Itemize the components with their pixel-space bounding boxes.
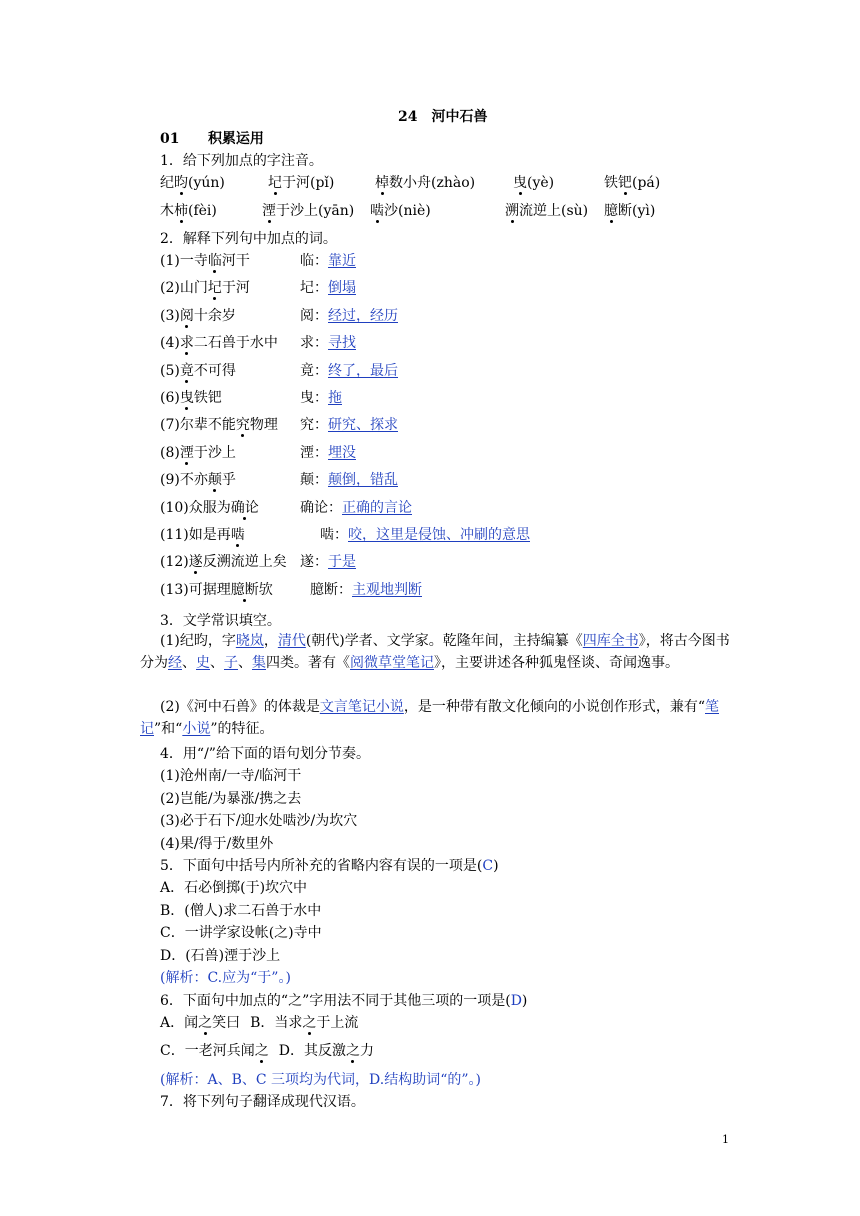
- q2-answer: 于是: [328, 554, 356, 571]
- q1-term-post: (yè): [527, 175, 555, 191]
- q2-item: [160, 553, 287, 571]
- q3-p2-text: ”和“: [154, 721, 183, 737]
- q2-key: 遂：: [300, 554, 328, 571]
- q2-key: 臆断：: [310, 581, 352, 598]
- q2-key: 确论：: [300, 499, 342, 516]
- q6-option-dotted: 之: [198, 1015, 213, 1031]
- q6-prompt: [160, 992, 527, 1010]
- q3-p2-answer: 文言笔记小说: [319, 699, 404, 715]
- q3-p1-answer: 清代: [277, 633, 306, 649]
- q2-sentence-post: 反溯流逆上矣: [202, 554, 287, 571]
- q1-term-dotted: 啮: [370, 203, 384, 219]
- q1-term: [160, 174, 225, 192]
- q6-option-dotted: 之: [345, 1043, 360, 1059]
- q2-sentence-pre: (8): [160, 444, 180, 461]
- section-number: 01: [160, 131, 180, 147]
- q4-line: (3)必于石下/迎水处啮沙/为坎穴: [160, 813, 358, 829]
- q1-term-post: 于沙上(yān): [276, 203, 355, 219]
- q2-answer: 咬，这里是侵蚀、冲刷的意思: [348, 527, 530, 543]
- q2-answer: 主观地判断: [352, 581, 422, 598]
- q2-sentence-post: 于河: [221, 280, 250, 297]
- q3-p1-answer: 晓岚: [235, 633, 264, 649]
- q1-term: [262, 202, 354, 220]
- q1-term: [604, 202, 655, 220]
- q2-answer-line: [300, 252, 356, 270]
- q2-item: [160, 279, 250, 297]
- q1-term-pre: 木: [160, 203, 174, 219]
- q2-item: [160, 389, 222, 407]
- q2-sentence-pre: (6): [160, 390, 180, 406]
- q3-p1-text: (1)纪昀，字: [160, 633, 236, 649]
- q2-sentence-pre: (13)可据理: [160, 581, 231, 598]
- q2-answer: 终了，最后: [328, 362, 398, 379]
- page-title: [398, 108, 487, 126]
- q6-option-pre: D．其反激: [278, 1043, 346, 1059]
- q2-sentence-dotted: 究: [235, 417, 250, 434]
- q1-term-pre: 纪: [160, 175, 174, 191]
- q2-sentence-post: 不可得: [193, 362, 236, 379]
- q1-term: [370, 202, 431, 220]
- q1-term: [268, 174, 334, 192]
- q4-line: (4)果/得于/数里外: [160, 835, 274, 852]
- q2-key: 竟：: [300, 362, 328, 379]
- q2-item: [160, 581, 273, 599]
- q2-answer-line: [310, 581, 422, 599]
- section-label: 积累运用: [207, 131, 264, 147]
- q6-prompt-text: 6．下面句中加点的“之”字用法不同于其他三项的一项是(: [160, 993, 511, 1009]
- q3-p2-text: ”的特征。: [210, 721, 274, 737]
- q3-paragraph-1: [140, 630, 732, 674]
- q2-sentence-pre: (10)众服为: [160, 499, 231, 516]
- q3-p1-text: (朝代)学者、文学家。乾隆年间，主持编纂《: [305, 633, 583, 649]
- q3-p1-text: 》，将古今图书分为: [140, 633, 730, 671]
- q2-item: [160, 526, 245, 544]
- q2-key: 究：: [300, 417, 328, 434]
- q6-option: [160, 1043, 269, 1059]
- q2-key: 曳：: [300, 390, 328, 406]
- page-number: 1: [722, 1133, 729, 1146]
- q2-sentence-post: 河干: [221, 253, 250, 269]
- q2-key: 临：: [300, 253, 328, 269]
- q3-p1-text: 》，主要讲述各种狐鬼怪谈、奇闻逸事。: [434, 655, 679, 671]
- q3-prompt: 3．文学常识填空。: [160, 613, 281, 629]
- q2-answer-line: [300, 307, 398, 325]
- q3-p2-text: ，是一种带有散文化倾向的小说创作形式，兼有“: [403, 699, 705, 715]
- q2-sentence-post: 铁钯: [193, 390, 222, 406]
- q2-key: 啮：: [320, 527, 348, 543]
- section-heading: [160, 130, 264, 148]
- q4-line: (2)岂能/为暴涨/携之去: [160, 790, 302, 807]
- q6-option: [279, 1043, 374, 1059]
- q2-sentence-pre: (5): [160, 362, 180, 379]
- q6-option-post: 于上流: [316, 1015, 359, 1031]
- q2-item: [160, 334, 278, 352]
- q1-term: [513, 174, 554, 192]
- title-text: 24 河中石兽: [398, 109, 488, 125]
- q1-prompt: 1．给下列加点的字注音。: [160, 153, 323, 169]
- q2-sentence-pre: (2)山门: [160, 280, 208, 297]
- q5-answer: C: [482, 858, 494, 874]
- q2-sentence-dotted: 确论: [230, 499, 259, 516]
- q3-p1-answer: 阅微草堂笔记: [350, 655, 434, 671]
- q1-term-post: 沙(niè): [384, 203, 431, 219]
- q1-term-post: 流逆上(sù): [519, 203, 589, 219]
- q2-answer: 靠近: [328, 253, 356, 269]
- q1-term-dotted: 棹: [375, 175, 389, 191]
- q2-item: [160, 416, 278, 434]
- q2-sentence-post: 乎: [221, 472, 236, 489]
- q2-sentence-dotted: 遂: [188, 554, 203, 571]
- q3-p1-text: 四类。著有《: [266, 655, 350, 671]
- q2-sentence-dotted: 求: [179, 335, 194, 352]
- q1-term-dotted: 圮: [268, 175, 282, 191]
- q3-p1-text: 、: [238, 655, 252, 671]
- q1-term-post: 于河(pǐ): [282, 175, 335, 191]
- q6-option-pre: A．闻: [160, 1015, 199, 1031]
- q3-p2-answer: 笔记: [140, 699, 719, 737]
- q7-prompt: 7．将下列句子翻译成现代汉语。: [160, 1094, 365, 1110]
- q1-term: [505, 202, 588, 220]
- q5-option: A．石必倒掷(于)坎穴中: [160, 880, 308, 896]
- q2-item: [160, 471, 236, 489]
- q2-sentence-post: 物理: [249, 417, 278, 434]
- q2-answer-line: [300, 553, 356, 571]
- q2-sentence-post: 十余岁: [193, 307, 236, 324]
- q1-term: [604, 174, 660, 192]
- q3-p1-answer: 史: [196, 655, 210, 671]
- q2-answer: 研究、探求: [328, 417, 398, 434]
- q2-sentence-pre: (4): [160, 335, 180, 352]
- q2-answer: 倒塌: [328, 280, 356, 297]
- q2-answer-line: [300, 334, 356, 352]
- q1-term-dotted: 溯: [505, 203, 519, 219]
- q3-p1-answer: 子: [224, 655, 238, 671]
- q2-answer: 颠倒，错乱: [328, 472, 398, 489]
- q6-answer: D: [510, 993, 522, 1009]
- q6-option: [160, 1015, 240, 1031]
- q6-note: (解析：A、B、C 三项均为代词，D.结构助词“的”。): [160, 1072, 481, 1088]
- q4-prompt: 4．用“/”给下面的语句划分节奏。: [160, 746, 370, 762]
- q2-key: 圮：: [300, 280, 328, 297]
- q3-p1-text: ，: [263, 633, 278, 649]
- q2-sentence-dotted: 颠: [207, 472, 222, 489]
- q2-prompt: 2．解释下列句中加点的词。: [160, 231, 337, 247]
- q3-p1-text: 、: [182, 655, 196, 671]
- q2-sentence-dotted: 阅: [179, 307, 194, 324]
- q6-option: [250, 1015, 358, 1031]
- q5-option: D．(石兽)湮于沙上: [160, 947, 281, 964]
- q2-answer-line: [300, 416, 398, 434]
- q2-answer-line: [300, 471, 398, 489]
- q2-sentence-post: 欤: [258, 581, 273, 598]
- q1-term-dotted: 湮: [262, 203, 276, 219]
- q2-sentence-dotted: 圮: [207, 280, 222, 297]
- q2-sentence-pre: (12): [160, 554, 189, 571]
- q2-sentence-post: 二石兽于水中: [193, 335, 278, 352]
- q1-term-dotted: 柿: [174, 203, 188, 219]
- q4-line: (1)沧州南/一寺/临河干: [160, 768, 302, 784]
- q2-answer: 经过，经历: [328, 307, 398, 324]
- q1-term: [160, 202, 217, 220]
- q2-item: [160, 252, 250, 270]
- q6-close: ): [521, 993, 528, 1009]
- q5-prompt-text: 5．下面句中括号内所补充的省略内容有误的一项是(: [160, 858, 483, 874]
- q2-sentence-pre: (1)一寺: [160, 253, 208, 269]
- q3-p2-text: (2)《河中石兽》的体裁是: [160, 699, 320, 715]
- q2-sentence-pre: (9)不亦: [160, 472, 208, 489]
- q6-option-pre: C．一老河兵闻: [160, 1043, 255, 1059]
- q2-sentence-dotted: 临: [207, 253, 222, 269]
- q1-term-dotted: 曳: [513, 175, 527, 191]
- q6-options-line: [160, 1014, 358, 1032]
- q2-item: [160, 307, 236, 325]
- q3-p2-answer: 小说: [182, 721, 211, 737]
- q2-answer-line: [300, 362, 398, 380]
- q3-p1-answer: 集: [252, 655, 266, 671]
- q5-prompt: [160, 857, 499, 875]
- q5-option: C．一讲学家设帐(之)寺中: [160, 925, 322, 941]
- q2-key: 颠：: [300, 472, 328, 489]
- q1-term-post: (yún): [188, 175, 225, 191]
- q5-note: (解析：C.应为“于”。): [160, 970, 291, 986]
- q3-paragraph-2: [140, 696, 732, 740]
- q2-key: 湮：: [300, 444, 328, 461]
- q2-answer-line: [300, 499, 412, 517]
- q1-term-post: (fèi): [188, 203, 217, 219]
- q5-close: ): [493, 858, 499, 874]
- q2-item: [160, 444, 236, 462]
- q6-option-pre: B．当求: [250, 1015, 303, 1031]
- q2-sentence-pre: (7)尔辈不能: [160, 417, 236, 434]
- q6-option-dotted: 之: [302, 1015, 317, 1031]
- q1-term-dotted: 钯: [618, 175, 632, 191]
- q6-option-post: 笑曰: [212, 1015, 241, 1031]
- q2-sentence-pre: (11)如是再: [160, 527, 231, 543]
- q1-term-dotted: 臆: [604, 203, 618, 219]
- q1-term-dotted: 昀: [174, 175, 188, 191]
- q2-sentence-dotted: 湮: [179, 444, 194, 461]
- q2-answer-line: [300, 444, 356, 462]
- q6-options-line: [160, 1042, 374, 1060]
- q2-item: [160, 499, 259, 517]
- q3-p1-answer: 经: [168, 655, 182, 671]
- q2-answer: 寻找: [328, 335, 356, 352]
- q2-sentence-pre: (3): [160, 307, 180, 324]
- q6-option-dotted: 之: [254, 1043, 269, 1059]
- q1-term-post: (pá): [632, 175, 661, 191]
- q2-answer-line: [300, 389, 342, 407]
- q2-sentence-dotted: 曳: [179, 390, 194, 406]
- q1-term-pre: 铁: [604, 175, 618, 191]
- q5-option: B．(僧人)求二石兽于水中: [160, 902, 322, 919]
- q1-term: [375, 174, 475, 192]
- q2-key: 阅：: [300, 307, 328, 324]
- q6-option-post: 力: [359, 1043, 374, 1059]
- q2-key: 求：: [300, 335, 328, 352]
- q1-term-post: 断(yì): [618, 203, 656, 219]
- q3-p1-text: 、: [210, 655, 224, 671]
- q2-sentence-dotted: 啮: [230, 527, 245, 543]
- q3-p1-answer: 四库全书: [582, 633, 639, 649]
- q2-answer: 正确的言论: [342, 499, 412, 516]
- q2-answer: 埋没: [328, 444, 356, 461]
- q1-term-post: 数小舟(zhào): [389, 175, 476, 191]
- q2-item: [160, 362, 236, 380]
- q2-answer-line: [300, 279, 356, 297]
- q2-answer: 拖: [328, 390, 342, 406]
- q2-answer-line: [320, 526, 530, 544]
- q2-sentence-post: 于沙上: [193, 444, 236, 461]
- q2-sentence-dotted: 臆断: [230, 581, 259, 598]
- q2-sentence-dotted: 竟: [179, 362, 194, 379]
